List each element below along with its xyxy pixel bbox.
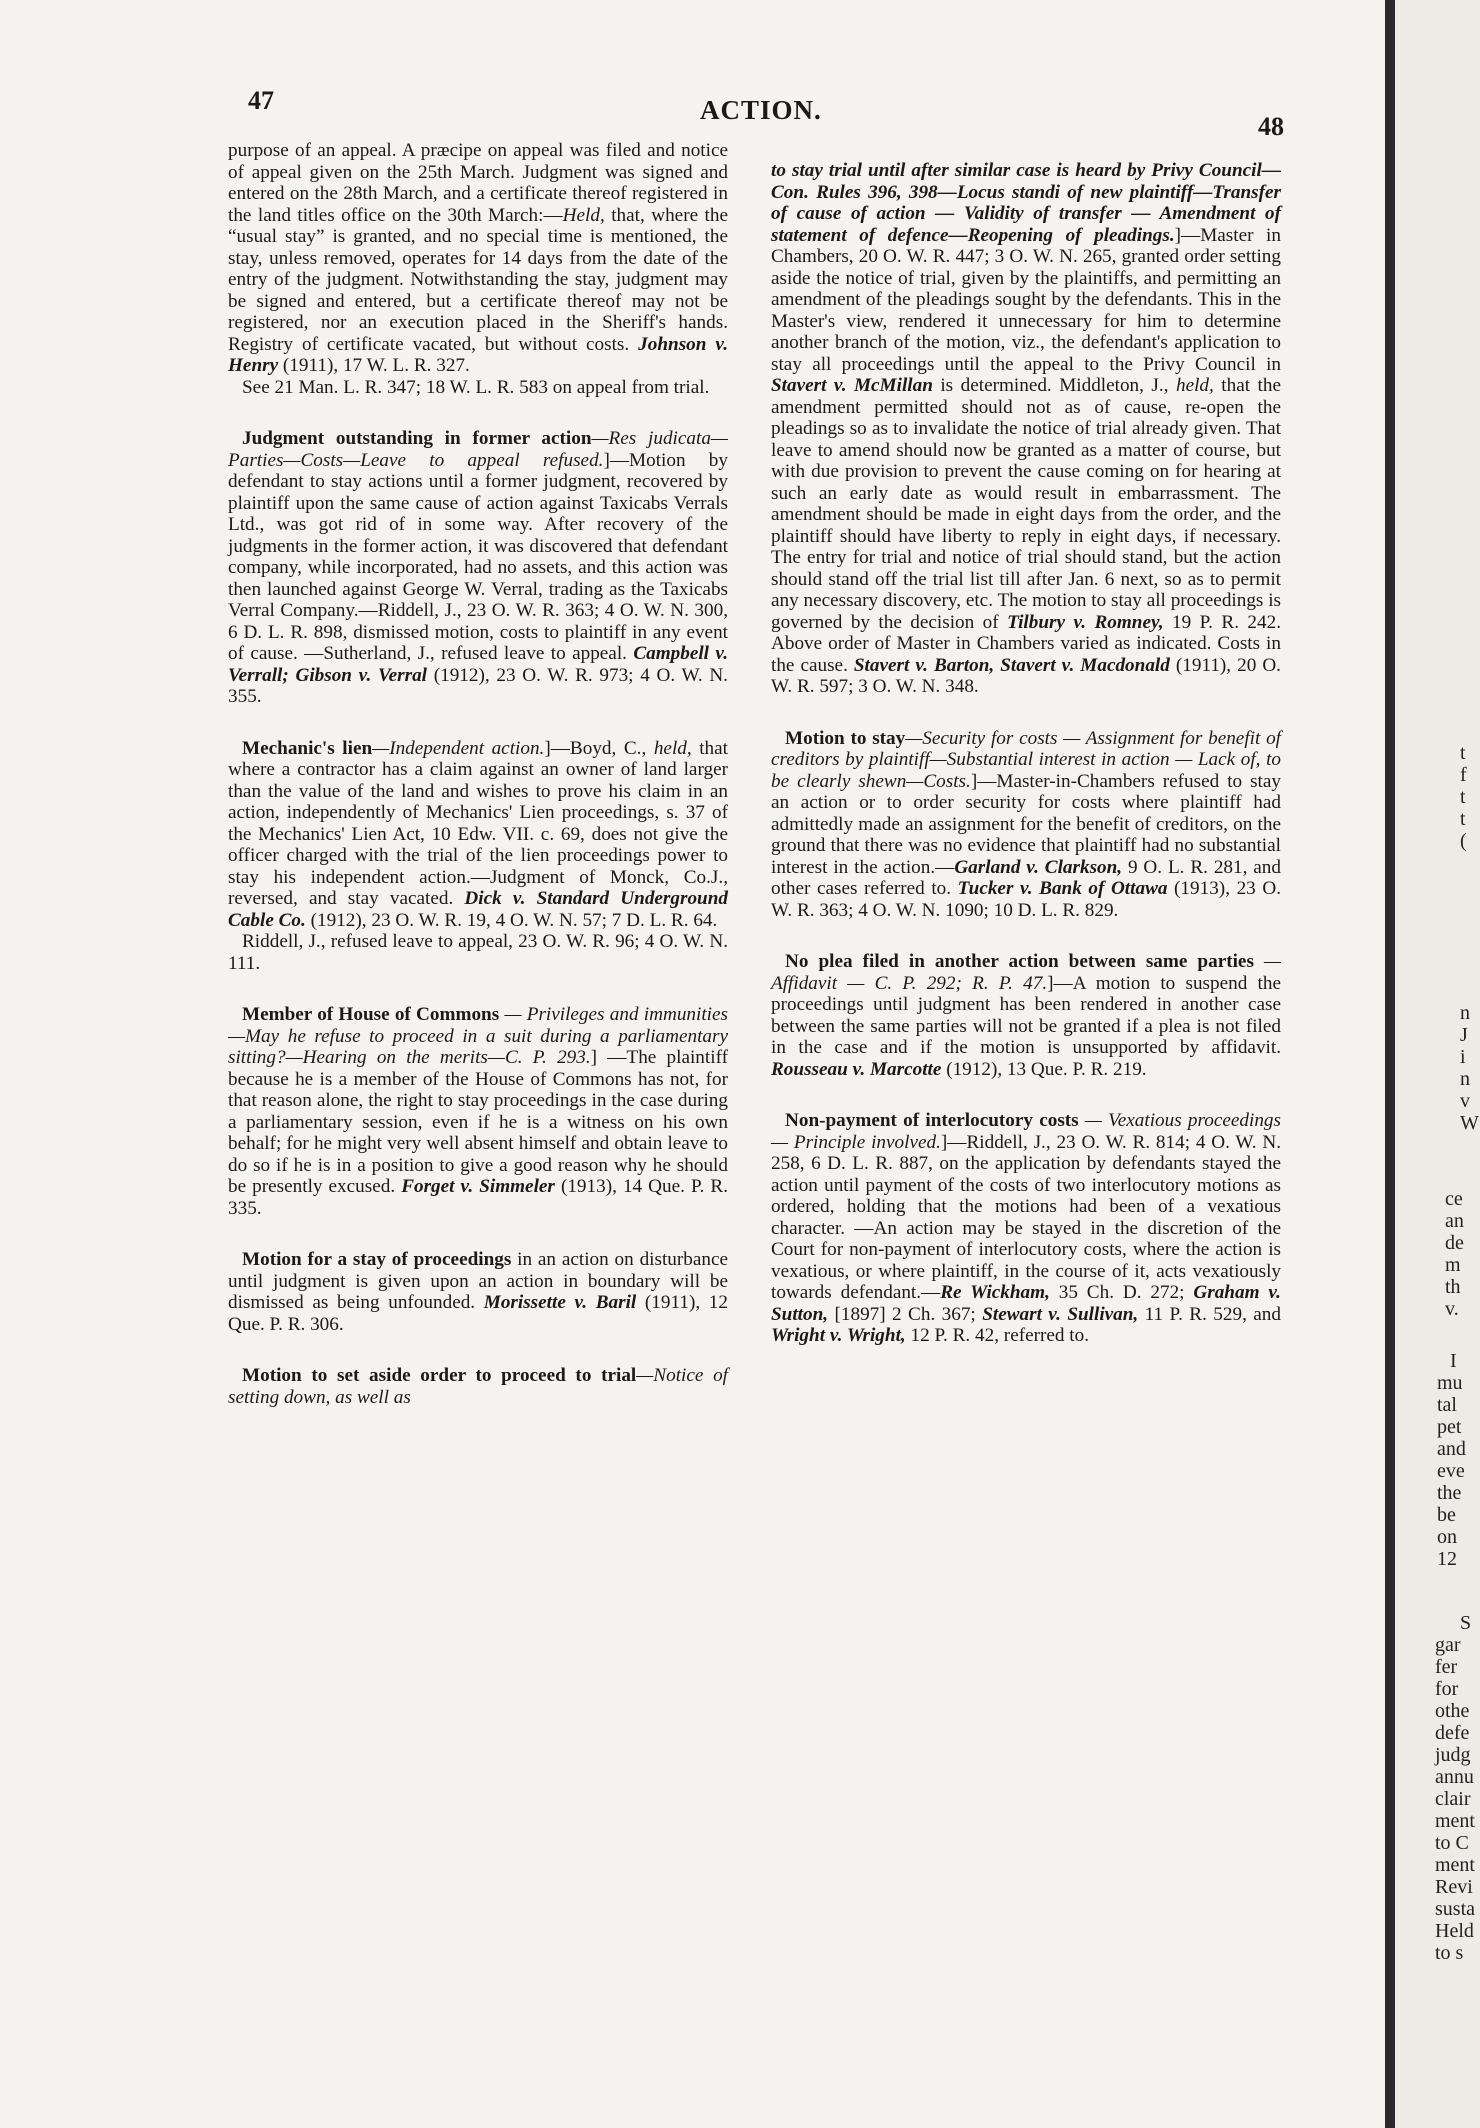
book-spine	[1385, 0, 1395, 2128]
fragment: an	[1445, 1210, 1464, 1232]
fragment: f	[1460, 764, 1467, 786]
case-name: Stavert v. Barton, Stavert v. Macdonald	[853, 654, 1170, 676]
text: 11 P. R. 529, and	[1138, 1303, 1281, 1325]
fragment: (	[1460, 830, 1467, 852]
page-number-left: 47	[248, 86, 274, 115]
entry-heading: Mechanic's lien	[242, 737, 373, 759]
text: 19 P. R. 242. Above order of Master in Chambers varied as indicated. Costs in the cause.	[771, 611, 1281, 676]
fragment: n	[1460, 1068, 1470, 1090]
text: that, where the “usual stay” is granted, and no special time is mentioned, the stay, unless removed, operates for 14 days from the date of the entry of the judgment. Notwithstanding the stay, judgment may be signed and entered, but a certificate thereof may not be registered, nor an execution placed in the Sheriff's hands. Registry of certificate vacated, but without costs.	[228, 204, 728, 355]
entry-heading: Motion for a stay of proceedings	[242, 1249, 512, 1270]
case-name: Wright v. Wright,	[771, 1325, 906, 1346]
see-also-paragraph: See 21 Man. L. R. 347; 18 W. L. R. 583 on appeal from trial.	[242, 376, 710, 398]
entry-motion-for-stay	[228, 1249, 728, 1335]
fragment: on	[1437, 1526, 1457, 1548]
fragment: v	[1460, 1090, 1470, 1112]
fragment: eve	[1437, 1460, 1465, 1482]
fragment: ment	[1435, 1854, 1475, 1876]
entry-subheading: — Affidavit — C. P. 292; R. P. 47.	[771, 951, 1282, 994]
entry-subheading: —Notice of setting down, as well as	[228, 1365, 728, 1408]
fragment: judg	[1435, 1744, 1471, 1766]
fragment: tal	[1437, 1394, 1457, 1416]
fragment: Held	[1435, 1920, 1474, 1942]
leave-to-appeal-paragraph: Riddell, J., refused leave to appeal, 23 O. W. R. 96; 4 O. W. N. 111.	[228, 931, 728, 974]
citation: (1911), 20 O. W. R. 597; 3 O. W. N. 348.	[771, 654, 1281, 697]
citation: (1912), 23 O. W. R. 973; 4 O. W. N. 355.	[228, 664, 728, 707]
left-column	[228, 140, 728, 1408]
fragment: i	[1460, 1046, 1466, 1068]
citation: (1913), 23 O. W. R. 363; 4 O. W. N. 1090; 10 D. L. R. 829.	[771, 878, 1281, 921]
entry-subheading: —Security for costs — Assignment for benefit of creditors by plaintiff—Substantial interest in action — Lack of, to be clearly shewn—Costs.	[771, 727, 1282, 792]
fragment: defe	[1435, 1722, 1470, 1744]
entry-motion-to-stay	[771, 728, 1281, 922]
case-name: Campbell v. Verrall; Gibson v. Verral	[228, 643, 728, 686]
entry-continued	[771, 160, 1281, 698]
entry-heading: Motion to stay	[785, 727, 906, 749]
entry-heading: Member of House of Commons	[242, 1004, 500, 1025]
fragment: de	[1445, 1232, 1464, 1254]
fragment: clair	[1435, 1788, 1471, 1810]
case-name: Morissette v. Baril	[483, 1292, 637, 1313]
entry-subheading: —Independent action.	[372, 737, 545, 759]
fragment: v.	[1445, 1298, 1459, 1320]
text: that where a contractor has a claim against an owner of land larger than the value of the land and wishes to prove his claim in an action, independently of Mechanics' Lien proceedings, s. 37 of the Mechanics' Lien Act, 10 Edw. VII. c. 69, does not give the officer charged with the trial of the lien proceedings power to stay his independent action.—Judgment of Monck, Co.J., reversed, and stay vacated.	[228, 737, 729, 909]
fragment: S	[1460, 1612, 1472, 1634]
right-column	[771, 160, 1281, 1347]
text: in an action on disturbance until judgment is given upon an action in boundary will be dismissed as being unfounded.	[228, 1249, 729, 1313]
fragment: and	[1437, 1438, 1466, 1460]
entry-member-house-of-commons	[228, 1004, 728, 1219]
fragment: to C	[1435, 1832, 1469, 1854]
held-italic: held,	[653, 737, 692, 759]
fragment: to s	[1435, 1942, 1464, 1964]
fragment: 12	[1437, 1548, 1457, 1570]
text: ] —The plaintiff because he is a member of the House of Commons has not, for that reason alone, the right to stay proceedings in the case during a parliamentary session, even if he is a witness on his own behalf; for he might very well absent himself and obtain leave to do so if he is in a position to give a good reason why he should be presently excused.	[228, 1047, 728, 1197]
page-number-right: 48	[1258, 112, 1284, 141]
case-name: Tilbury v. Romney,	[1007, 611, 1164, 633]
fragment: J	[1460, 1024, 1468, 1046]
fragment: fer	[1435, 1656, 1458, 1678]
text: ]—Motion by defendant to stay actions until a former judgment, recovered by plaintiff upon the same cause of action against Taxicabs Verrals Ltd., was got rid of in some way. After recovery of the judgments in the former action, it was discovered that defendant company, while incorporated, had no assets, and this action was then launched against George W. Verral, trading as the Taxicabs Verral Company.—Riddell, J., 23 O. W. R. 363; 4 O. W. N. 300, 6 D. L. R. 898, dismissed motion, costs to plaintiff in any event of cause. —Sutherland, J., refused leave to appeal.	[228, 449, 728, 664]
entry-heading: Judgment outstanding in former action	[242, 428, 592, 449]
entry-non-payment-costs	[771, 1110, 1281, 1347]
fragment: gar	[1435, 1634, 1461, 1656]
held-italic: Held,	[562, 204, 605, 226]
fragment: m	[1445, 1254, 1461, 1276]
entry-subheading: — Privileges and immunities—May he refuse to proceed in a suit during a parliamentary sitting?—Hearing on the merits—C. P. 293.	[228, 1004, 728, 1068]
text: that the amendment permitted should not as of cause, re-open the pleadings so as to invalidate the notice of trial already given. That leave to amend should now be granted as a matter of course, but with due provision to prevent the cause coming on for hearing at such an early date as would result in embarrassment. The amendment should be made in eight days from the order, and the plaintiff should have liberty to reply in eight days, if necessary. The entry for trial and notice of trial should stand, but the action should stand off the trial list till after Jan. 6 next, so as to permit any necessary discovery, etc. The motion to stay all proceedings is governed by the decision of	[771, 375, 1281, 633]
fragment: Revi	[1435, 1876, 1473, 1898]
fragment: susta	[1435, 1898, 1475, 1920]
entry-no-plea-filed	[771, 951, 1281, 1080]
held-italic: held,	[1175, 375, 1214, 396]
case-name: Rousseau v. Marcotte	[771, 1058, 942, 1080]
fragment: annu	[1435, 1766, 1474, 1788]
citation: (1912), 23 O. W. R. 19, 4 O. W. N. 57; 7 D. L. R. 64.	[305, 909, 718, 931]
text: ]—Riddell, J., 23 O. W. R. 814; 4 O. W. N. 258, 6 D. L. R. 887, on the application by defendants stayed the action until payment of the costs of two interlocutory motions as ordered, holding that the motions had been of a vexatious character. —An action may be stayed in the discretion of the Court for non-payment of interlocutory costs, where the action is vexatious, or where plaintiff, in the course of it, acts vexatiously towards defendant.—	[771, 1131, 1281, 1303]
entry-subheading: —Res judicata—Parties—Costs—Leave to appeal refused.	[228, 428, 728, 471]
case-name: Stewart v. Sullivan,	[982, 1303, 1139, 1325]
fragment: othe	[1435, 1700, 1470, 1722]
fragment: for	[1435, 1678, 1459, 1700]
entry-heading: No plea filed in another action between same parties	[785, 951, 1254, 972]
citation: (1913), 14 Que. P. R. 335.	[228, 1176, 728, 1219]
fragment: I	[1450, 1350, 1457, 1372]
fragment: be	[1437, 1504, 1456, 1526]
citation: (1912), 13 Que. P. R. 219.	[941, 1058, 1147, 1080]
entry-heading: Non-payment of interlocutory costs	[785, 1110, 1079, 1131]
case-name: Johnson v. Henry	[228, 333, 729, 376]
adjacent-page-edge	[1395, 0, 1480, 2128]
text: ]—Master in Chambers, 20 O. W. R. 447; 3 O. W. N. 265, granted order setting aside the notice of trial, given by the plaintiffs, and permitting an amendment of the pleadings sought by the defendants. This in the Master's view, rendered it unnecessary for him to determine another branch of the motion, viz., the defendant's application to stay all proceedings until the appeal to the Privy Council in	[771, 224, 1281, 375]
entry-mechanics-lien	[228, 738, 728, 932]
fragment: mu	[1437, 1372, 1463, 1394]
text: [1897] 2 Ch. 367;	[828, 1303, 983, 1325]
citation: 12 P. R. 42, referred to.	[905, 1325, 1090, 1346]
text: ]—A motion to suspend the proceedings until judgment has been rendered in another case between the same parties will not be granted if a plea is not filed in the case and if the motion is unsupported by affidavit.	[771, 972, 1281, 1058]
text: ]—Master-in-Chambers refused to stay an action or to order security for costs where plaintiff had admittedly made an assignment for the benefit of creditors, on the ground that there was no evidence that plaintiff had no substantial interest in the action.—	[771, 770, 1281, 878]
fragment: ce	[1445, 1188, 1463, 1210]
fragment: th	[1445, 1276, 1461, 1298]
case-name: Re Wickham,	[940, 1282, 1050, 1303]
citation: (1911), 12 Que. P. R. 306.	[228, 1292, 728, 1335]
fragment: the	[1437, 1482, 1462, 1504]
citation: (1911), 17 W. L. R. 327.	[278, 355, 470, 376]
entry-judgment-outstanding	[228, 428, 728, 708]
case-name: Stavert v. McMillan	[771, 375, 933, 396]
case-name: Dick v. Standard Underground Cable Co.	[228, 888, 728, 931]
entry-subheading: to stay trial until after similar case is heard by Privy Council—Con. Rules 396, 398—Locus standi of new plaintiff—Transfer of cause of action — Validity of transfer — Amendment of statement of defence—Reopening of pleadings.	[771, 160, 1281, 246]
case-name: Forget v. Simmeler	[401, 1176, 555, 1197]
case-name: Graham v. Sutton,	[771, 1282, 1281, 1325]
running-title: ACTION.	[700, 95, 822, 125]
entry-subheading: — Vexatious proceedings — Principle involved.	[771, 1110, 1281, 1153]
fragment: n	[1460, 1002, 1470, 1024]
text: purpose of an appeal. A præcipe on appeal was filed and notice of appeal given on the 25th March. Judgment was signed and entered on the 28th March, and a certificate thereof registered in the land titles office on the 30th March:—	[228, 140, 728, 226]
text: 9 O. L. R. 281, and other cases referred to.	[771, 856, 1281, 899]
fragment: t	[1460, 786, 1466, 808]
fragment: t	[1460, 808, 1466, 830]
paragraph-continued	[228, 140, 728, 377]
text: 35 Ch. D. 272;	[1049, 1282, 1194, 1303]
entry-heading: Motion to set aside order to proceed to trial	[242, 1365, 637, 1386]
fragment: pet	[1437, 1416, 1462, 1438]
fragment: ment	[1435, 1810, 1475, 1832]
case-name: Garland v. Clarkson,	[954, 856, 1123, 878]
case-name: Tucker v. Bank of Ottawa	[957, 878, 1168, 899]
fragment: t	[1460, 742, 1466, 764]
text: is determined. Middleton, J.,	[932, 375, 1176, 396]
fragment: W	[1460, 1112, 1479, 1134]
entry-motion-set-aside-order	[228, 1365, 728, 1408]
text: ]—Boyd, C.,	[544, 737, 654, 759]
